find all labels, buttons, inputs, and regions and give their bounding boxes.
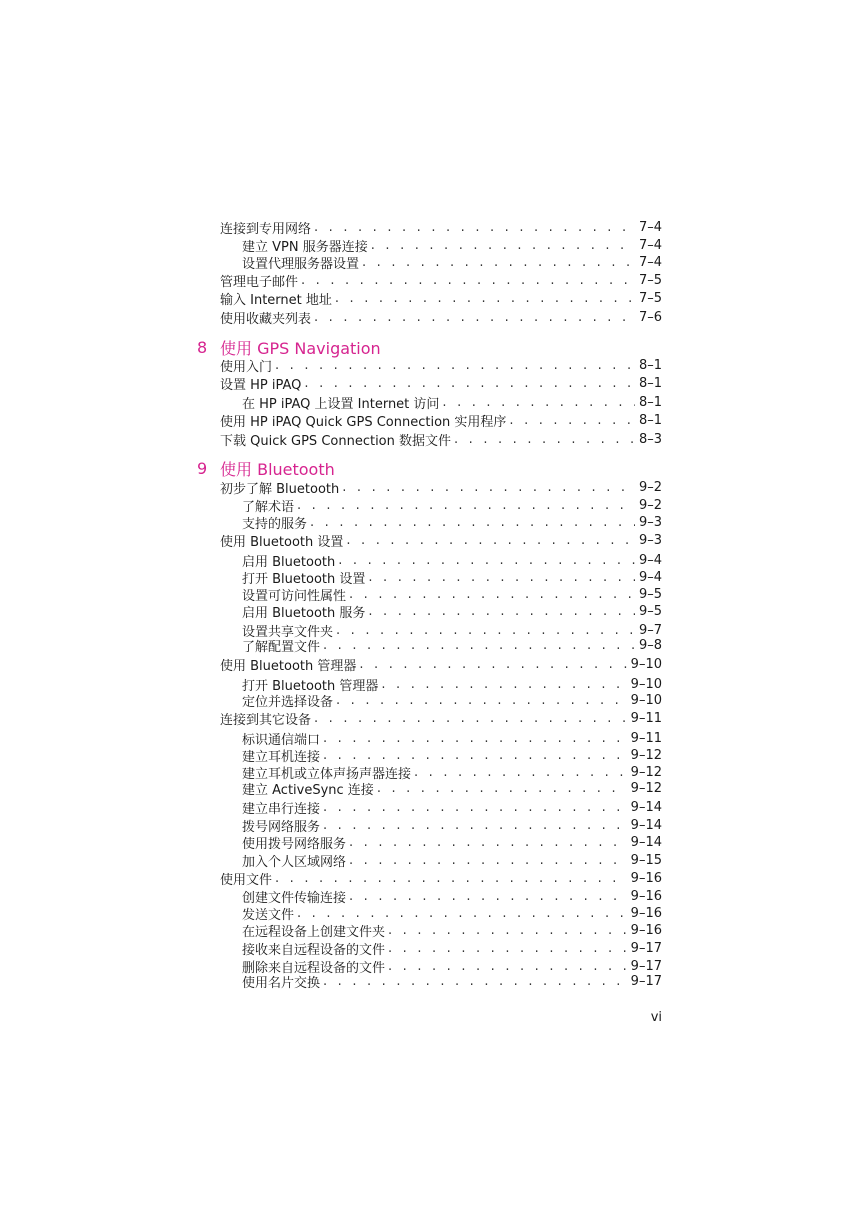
toc-subentry[interactable] — [242, 585, 662, 603]
dot-leader — [323, 800, 627, 815]
dot-leader — [323, 818, 627, 833]
dot-leader — [454, 432, 635, 447]
dot-leader — [414, 765, 627, 780]
toc-subentry[interactable] — [242, 393, 662, 411]
toc-subentry[interactable] — [242, 833, 662, 851]
dot-leader — [323, 731, 627, 746]
toc-entry-page: 9–16 — [630, 922, 662, 938]
chapter-title: 使用 GPS Navigation — [220, 338, 381, 358]
toc-entry[interactable] — [220, 411, 662, 429]
toc-entry-page: 9–7 — [638, 622, 662, 638]
dot-leader — [368, 570, 635, 585]
toc-subentry[interactable] — [242, 972, 662, 990]
toc-entry-page: 9–2 — [638, 479, 662, 495]
toc-subentry[interactable] — [242, 551, 662, 569]
toc-entry-page: 9–10 — [630, 692, 662, 708]
toc-entry-title: 使用 Bluetooth 设置 — [220, 534, 344, 550]
dot-leader — [377, 781, 627, 796]
toc-entry-title: 打开 Bluetooth 管理器 — [242, 678, 379, 694]
toc-entry-title: 建立 VPN 服务器连接 — [242, 239, 368, 255]
dot-leader — [297, 498, 635, 513]
toc-entry-title: 删除来自远程设备的文件 — [242, 960, 386, 976]
dot-leader — [323, 974, 627, 989]
toc-subentry[interactable] — [242, 253, 662, 271]
toc-subentry[interactable] — [242, 602, 662, 620]
dot-leader — [336, 693, 627, 708]
toc-entry-page: 7–5 — [638, 272, 662, 288]
toc-entry-page: 9–15 — [630, 852, 662, 868]
toc-entry-page: 9–14 — [630, 817, 662, 833]
toc-entry-title: 创建文件传输连接 — [242, 890, 347, 906]
toc-entry-page: 9–11 — [630, 710, 662, 726]
toc-entry-page: 8–1 — [638, 357, 662, 373]
toc-entry-page: 9–12 — [630, 764, 662, 780]
dot-leader — [314, 310, 635, 325]
toc-subentry[interactable] — [242, 816, 662, 834]
toc-entry-title: 设置共享文件夹 — [242, 624, 334, 640]
toc-entry-page: 9–4 — [638, 569, 662, 585]
toc-entry-page: 9–17 — [630, 973, 662, 989]
dot-leader — [275, 871, 627, 886]
toc-entry-title: 建立耳机连接 — [242, 749, 321, 765]
chapter-heading[interactable] — [197, 456, 335, 480]
toc-subentry[interactable] — [242, 746, 662, 764]
toc-entry-page: 7–4 — [638, 237, 662, 253]
dot-leader — [349, 587, 635, 602]
toc-entry-title: 了解术语 — [242, 499, 295, 515]
toc-subentry[interactable] — [242, 779, 662, 797]
dot-leader — [304, 376, 635, 391]
toc-subentry[interactable] — [242, 921, 662, 939]
toc-subentry[interactable] — [242, 729, 662, 747]
dot-leader — [275, 358, 635, 373]
toc-entry[interactable] — [220, 271, 662, 289]
toc-entry-title: 使用拨号网络服务 — [242, 836, 347, 852]
dot-leader — [442, 395, 635, 410]
toc-entry-page: 9–16 — [630, 888, 662, 904]
toc-entry-title: 加入个人区域网络 — [242, 854, 347, 870]
toc-entry-page: 9–16 — [630, 870, 662, 886]
dot-leader — [335, 291, 635, 306]
toc-entry-title: 标识通信端口 — [242, 732, 321, 748]
toc-entry-title: 使用 HP iPAQ Quick GPS Connection 实用程序 — [220, 414, 507, 430]
toc-entry-title: 在远程设备上创建文件夹 — [242, 924, 386, 940]
dot-leader — [362, 255, 635, 270]
toc-entry-page: 9–3 — [638, 532, 662, 548]
chapter-number: 8 — [197, 337, 208, 357]
toc-entry-title: 在 HP iPAQ 上设置 Internet 访问 — [242, 396, 440, 412]
dot-leader — [349, 889, 627, 904]
page-number: vi — [650, 1010, 662, 1025]
toc-entry-page: 9–17 — [630, 958, 662, 974]
dot-leader — [371, 238, 635, 253]
toc-entry-page: 9–3 — [638, 514, 662, 530]
toc-entry-title: 了解配置文件 — [242, 639, 321, 655]
toc-entry-title: 定位并选择设备 — [242, 694, 334, 710]
toc-entry-page: 7–5 — [638, 290, 662, 306]
toc-entry-page: 9–10 — [630, 656, 662, 672]
chapter-title: 使用 Bluetooth — [220, 459, 335, 479]
toc-entry-title: 启用 Bluetooth — [242, 554, 336, 570]
toc-entry-title: 输入 Internet 地址 — [220, 292, 332, 308]
toc-subentry[interactable] — [242, 496, 662, 514]
toc-entry-page: 9–4 — [638, 552, 662, 568]
dot-leader — [338, 553, 635, 568]
toc-entry-title: 启用 Bluetooth 服务 — [242, 605, 366, 621]
dot-leader — [381, 677, 626, 692]
dot-leader — [297, 906, 627, 921]
toc-entry-page: 7–6 — [638, 309, 662, 325]
toc-entry-page: 9–16 — [630, 905, 662, 921]
toc-entry-title: 连接到其它设备 — [220, 712, 312, 728]
toc-subentry[interactable] — [242, 939, 662, 957]
toc-entry-page: 9–12 — [630, 780, 662, 796]
toc-entry-title: 使用 Bluetooth 管理器 — [220, 658, 357, 674]
toc-entry-page: 8–3 — [638, 431, 662, 447]
toc-entry-title: 使用入门 — [220, 359, 273, 375]
toc-entry-page: 7–4 — [638, 254, 662, 270]
toc-entry-page: 9–14 — [630, 834, 662, 850]
toc-entry-title: 使用文件 — [220, 872, 273, 888]
toc-entry-page: 8–1 — [638, 394, 662, 410]
toc-entry-title: 建立串行连接 — [242, 801, 321, 817]
toc-entry-title: 建立 ActiveSync 连接 — [242, 782, 374, 798]
toc-entry[interactable] — [220, 531, 662, 549]
toc-entry-title: 接收来自远程设备的文件 — [242, 942, 386, 958]
dot-leader — [349, 853, 627, 868]
toc-entry-title: 设置代理服务器设置 — [242, 256, 360, 272]
toc-entry-title: 使用名片交换 — [242, 975, 321, 991]
toc-entry-page: 9–17 — [630, 940, 662, 956]
toc-entry-page: 9–5 — [638, 603, 662, 619]
dot-leader — [323, 748, 627, 763]
toc-entry[interactable] — [220, 709, 662, 727]
toc-subentry[interactable] — [242, 851, 662, 869]
toc-entry-page: 9–14 — [630, 799, 662, 815]
toc-entry-title: 使用收藏夹列表 — [220, 311, 312, 327]
toc-entry-title: 初步了解 Bluetooth — [220, 481, 340, 497]
toc-subentry[interactable] — [242, 513, 662, 531]
toc-entry-title: 连接到专用网络 — [220, 221, 312, 237]
toc-entry-title: 下载 Quick GPS Connection 数据文件 — [220, 433, 452, 449]
toc-subentry[interactable] — [242, 904, 662, 922]
toc-entry-page: 8–1 — [638, 375, 662, 391]
toc-entry[interactable] — [220, 308, 662, 326]
toc-entry[interactable] — [220, 289, 662, 307]
toc-entry[interactable] — [220, 218, 662, 236]
toc-entry[interactable] — [220, 430, 662, 448]
dot-leader — [314, 220, 635, 235]
toc-subentry[interactable] — [242, 887, 662, 905]
dot-leader — [349, 835, 627, 850]
dot-leader — [388, 923, 627, 938]
toc-entry[interactable] — [220, 655, 662, 673]
toc-subentry[interactable] — [242, 636, 662, 654]
dot-leader — [301, 273, 635, 288]
toc-entry[interactable] — [220, 374, 662, 392]
toc-subentry[interactable] — [242, 236, 662, 254]
toc-entry-title: 管理电子邮件 — [220, 274, 299, 290]
toc-entry-page: 9–11 — [630, 730, 662, 746]
dot-leader — [346, 533, 635, 548]
toc-entry-page: 9–12 — [630, 747, 662, 763]
dot-leader — [509, 413, 635, 428]
toc-entry-title: 发送文件 — [242, 907, 295, 923]
toc-subentry[interactable] — [242, 568, 662, 586]
toc-entry-title: 设置 HP iPAQ — [220, 377, 302, 393]
toc-entry-title: 打开 Bluetooth 设置 — [242, 571, 366, 587]
toc-entry[interactable] — [220, 478, 662, 496]
toc-entry-page: 9–5 — [638, 586, 662, 602]
toc-entry[interactable] — [220, 869, 662, 887]
toc-entry-page: 7–4 — [638, 219, 662, 235]
toc-entry[interactable] — [220, 356, 662, 374]
toc-entry-page: 8–1 — [638, 412, 662, 428]
dot-leader — [310, 515, 635, 530]
toc-entry-page: 9–10 — [630, 676, 662, 692]
dot-leader — [323, 638, 635, 653]
dot-leader — [359, 657, 626, 672]
dot-leader — [388, 941, 627, 956]
dot-leader — [368, 604, 635, 619]
toc-entry-page: 9–8 — [638, 637, 662, 653]
toc-entry-title: 支持的服务 — [242, 516, 308, 532]
toc-subentry[interactable] — [242, 691, 662, 709]
toc-entry-title: 拨号网络服务 — [242, 819, 321, 835]
toc-entry-page: 9–2 — [638, 497, 662, 513]
dot-leader — [342, 480, 635, 495]
toc-entry-title: 设置可访问性属性 — [242, 588, 347, 604]
chapter-number: 9 — [197, 458, 208, 478]
toc-entry-title: 建立耳机或立体声扬声器连接 — [242, 766, 412, 782]
toc-subentry[interactable] — [242, 798, 662, 816]
dot-leader — [314, 711, 627, 726]
